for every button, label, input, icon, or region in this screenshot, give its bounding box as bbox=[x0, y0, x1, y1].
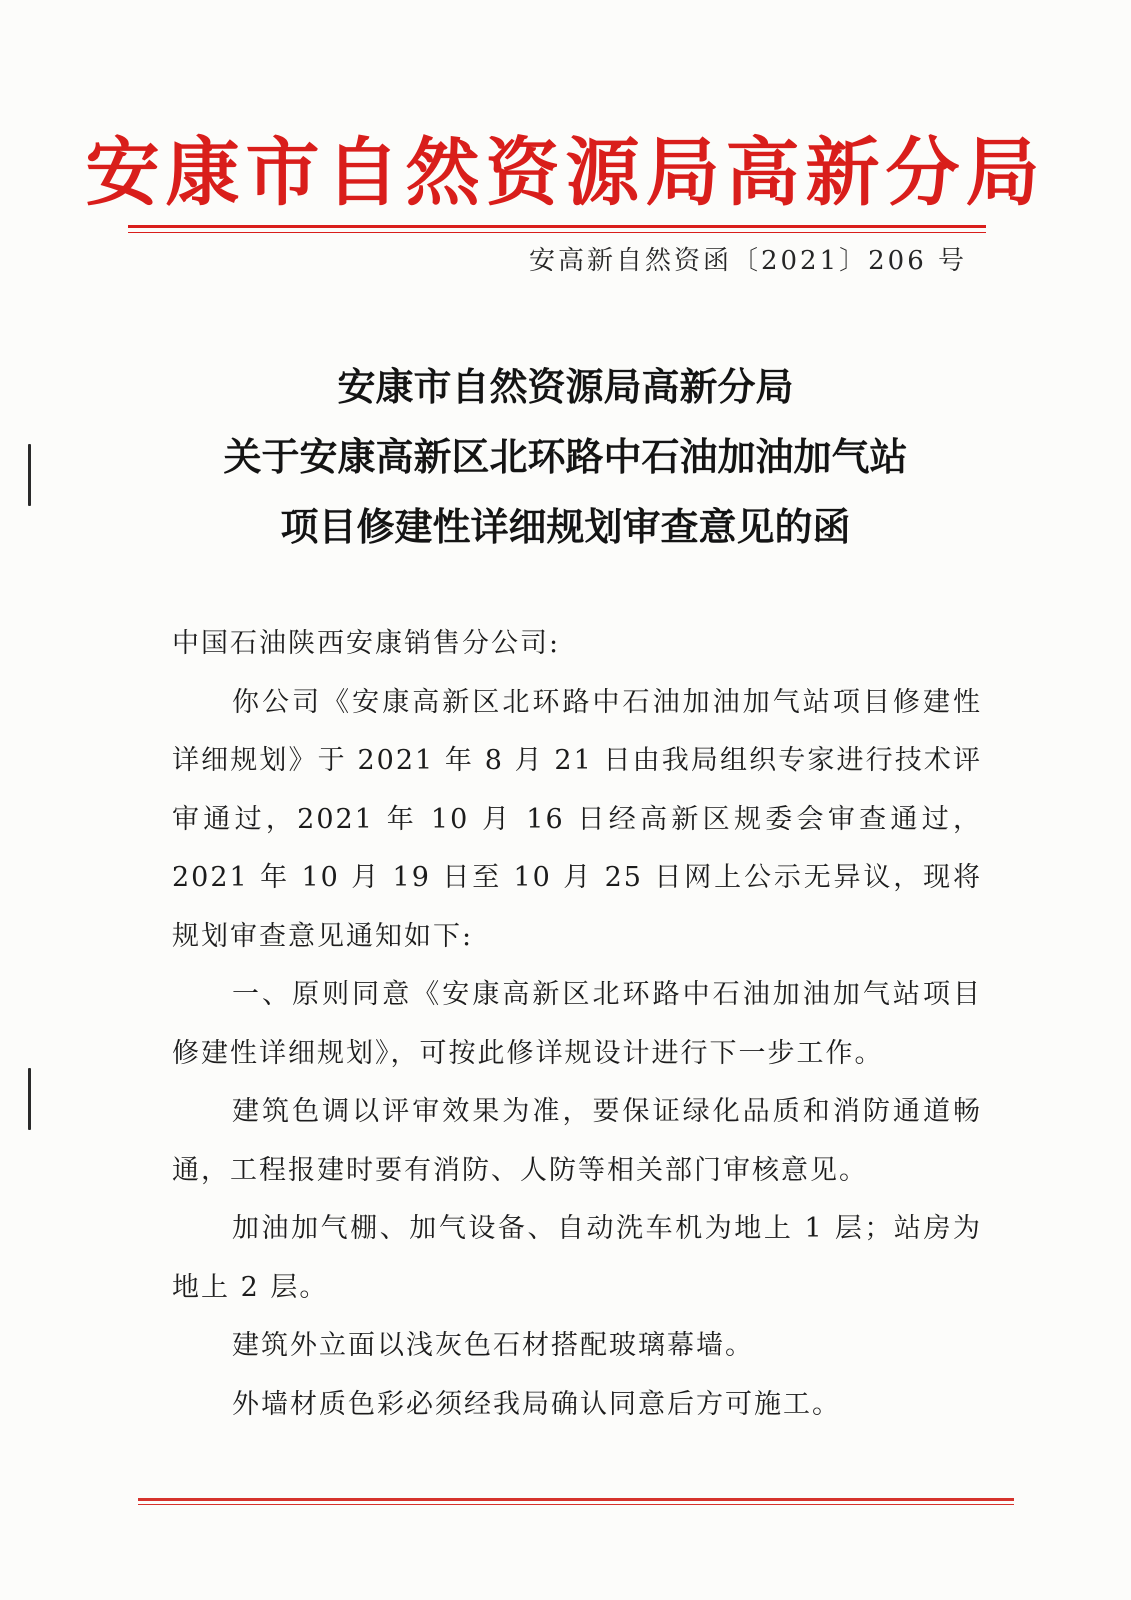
header-red-rule-thin bbox=[128, 232, 986, 233]
header-red-rule bbox=[128, 225, 986, 228]
title-line-2: 关于安康高新区北环路中石油加油加气站 bbox=[223, 434, 908, 479]
document-title bbox=[0, 352, 1131, 562]
title-line-1: 安康市自然资源局高新分局 bbox=[337, 364, 794, 409]
document-number: 安高新自然资函〔2021〕206 号 bbox=[528, 246, 967, 276]
issuer-header: 安康市自然资源局高新分局 bbox=[85, 130, 1046, 216]
paragraph-floors: 加油加气棚、加气设备、自动洗车机为地上 1 层；站房为地上 2 层。 bbox=[172, 1213, 982, 1303]
footer-red-rule bbox=[138, 1498, 1014, 1501]
footer-red-rule-thin bbox=[138, 1504, 1014, 1505]
paragraph-intro: 你公司《安康高新区北环路中石油加油加气站项目修建性详细规划》于 2021 年 8 月 21 日由我局组织专家进行技术评审通过，2021 年 10 月 16 日经高新区规委会审查通过，2021 年 10 月 19 日至 10 月 25 日网上公示无异议，现将规划审查意见通知如下: bbox=[172, 686, 982, 952]
title-line-3: 项目修建性详细规划审查意见的函 bbox=[280, 504, 851, 549]
paragraph-facade: 建筑外立面以浅灰色石材搭配玻璃幕墙。 bbox=[232, 1330, 754, 1361]
binding-mark-bottom bbox=[28, 1068, 31, 1130]
paragraph-approval: 一、原则同意《安康高新区北环路中石油加油加气站项目修建性详细规划》，可按此修详规设计进行下一步工作。 bbox=[172, 979, 982, 1069]
paragraph-materials: 外墙材质色彩必须经我局确认同意后方可施工。 bbox=[232, 1388, 841, 1420]
letter-body bbox=[172, 615, 982, 1434]
salutation: 中国石油陕西安康销售分公司: bbox=[172, 628, 561, 659]
paragraph-color-fire: 建筑色调以评审效果为准，要保证绿化品质和消防通道畅通，工程报建时要有消防、人防等相关部门审核意见。 bbox=[172, 1096, 982, 1186]
